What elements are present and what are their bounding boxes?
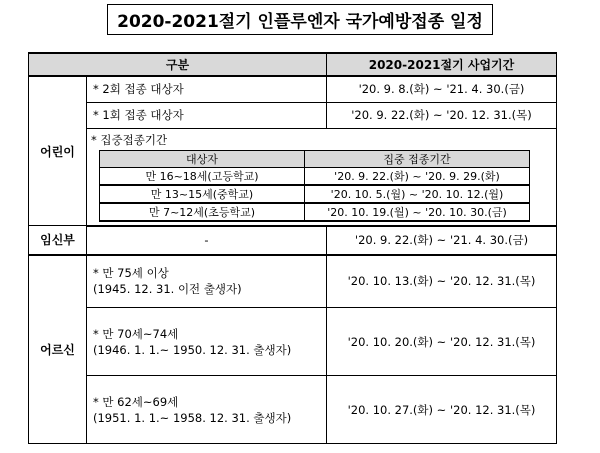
intensive-header-row	[100, 150, 530, 167]
row-desc	[87, 376, 327, 444]
intensive-period: '20. 9. 22.(화) ~ '20. 9. 29.(화)	[305, 167, 530, 185]
header-category: 구분	[29, 53, 327, 76]
intensive-period: '20. 10. 19.(월) ~ '20. 10. 30.(금)	[305, 203, 530, 221]
row-period: '20. 10. 27.(화) ~ '20. 12. 31.(목)	[327, 376, 557, 444]
page-title: 2020-2021절기 인플루엔자 국가예방접종 일정	[107, 4, 493, 35]
desc-line1: * 만 75세 이상	[93, 266, 169, 281]
intensive-cell	[87, 128, 557, 226]
intensive-table	[99, 150, 530, 222]
row-period: '20. 9. 8.(화) ~ '21. 4. 30.(금)	[327, 76, 557, 102]
row-period: '20. 9. 22.(화) ~ '20. 12. 31.(목)	[327, 102, 557, 128]
header-period: 2020-2021절기 사업기간	[327, 53, 557, 76]
intensive-period: '20. 10. 5.(월) ~ '20. 10. 12.(월)	[305, 185, 530, 203]
category-children: 어린이	[29, 76, 87, 226]
category-pregnant: 임신부	[29, 226, 87, 255]
intensive-row	[29, 128, 557, 226]
row-period: '20. 9. 22.(화) ~ '21. 4. 30.(금)	[327, 226, 557, 255]
row-desc	[87, 308, 327, 376]
intensive-col-period: 집중 접종기간	[305, 150, 530, 167]
intensive-row-item	[100, 203, 530, 221]
intensive-target: 만 16~18세(고등학교)	[100, 167, 305, 185]
table-row	[29, 308, 557, 376]
row-period: '20. 10. 13.(화) ~ '20. 12. 31.(목)	[327, 255, 557, 308]
table-header-row	[29, 53, 557, 76]
intensive-title: * 집중접종기간	[91, 132, 168, 147]
table-row	[29, 255, 557, 308]
desc-line2: (1946. 1. 1.~ 1950. 12. 31. 출생자)	[93, 342, 292, 357]
row-desc: -	[87, 226, 327, 255]
row-period: '20. 10. 20.(화) ~ '20. 12. 31.(목)	[327, 308, 557, 376]
intensive-target: 만 7~12세(초등학교)	[100, 203, 305, 221]
desc-line1: * 만 70세~74세	[93, 326, 179, 341]
intensive-row-item	[100, 185, 530, 203]
table-row	[29, 76, 557, 102]
intensive-col-target: 대상자	[100, 150, 305, 167]
table-row	[29, 226, 557, 255]
category-elderly: 어르신	[29, 255, 87, 444]
intensive-row-item	[100, 167, 530, 185]
row-desc: * 2회 접종 대상자	[87, 76, 327, 102]
table-row	[29, 102, 557, 128]
desc-line2: (1945. 12. 31. 이전 출생자)	[93, 282, 242, 297]
row-desc: * 1회 접종 대상자	[87, 102, 327, 128]
row-desc	[87, 255, 327, 308]
schedule-table	[28, 52, 557, 444]
table-row	[29, 376, 557, 444]
desc-line1: * 만 62세~69세	[93, 394, 179, 409]
desc-line2: (1951. 1. 1.~ 1958. 12. 31. 출생자)	[93, 410, 292, 425]
intensive-target: 만 13~15세(중학교)	[100, 185, 305, 203]
